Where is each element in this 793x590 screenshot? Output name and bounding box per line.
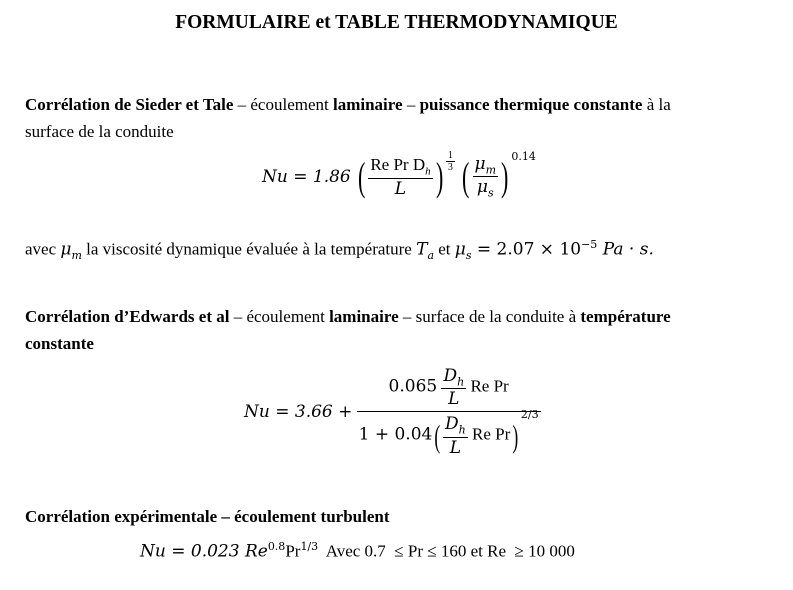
turbulent-equation	[140, 540, 575, 562]
note-val: = 2.07 × 10	[471, 239, 582, 260]
paren-open-3: (	[434, 418, 441, 455]
sieder-frac-den: L	[394, 178, 407, 199]
sieder-frac-num: Re Pr D	[370, 155, 426, 175]
edwards-sep2: – surface de la conduite à	[398, 307, 581, 326]
edwards-condition: température	[580, 307, 671, 326]
note-mu-sub: m	[71, 249, 82, 263]
note-mus-sub: s	[465, 249, 472, 263]
paren-open-2: (	[462, 153, 470, 199]
dh-sub: h	[457, 375, 465, 389]
dh2-sub: h	[458, 423, 466, 437]
paren-open: (	[357, 153, 366, 199]
edwards-num-coef: 0.065	[388, 376, 438, 397]
re-exp: 0.8	[267, 540, 286, 553]
dh2: D	[445, 414, 459, 435]
pr-exp: 1/3	[300, 540, 319, 553]
sieder-condition: puissance thermique constante	[419, 95, 643, 114]
paren-close: )	[435, 153, 443, 199]
note-T-sub: a	[427, 249, 434, 263]
sieder-fraction	[368, 155, 432, 198]
note-mid: la viscosité dynamique évaluée à la température	[81, 239, 417, 259]
l: L	[448, 389, 460, 410]
sieder-heading	[25, 91, 785, 145]
edwards-num-rest: Re Pr	[470, 376, 509, 396]
sieder-exp-den: 3	[447, 162, 453, 173]
turbulent-regime: écoulement turbulent	[234, 507, 390, 526]
edwards-den-dh	[443, 414, 468, 457]
sieder-frac-num-sub: h	[425, 165, 431, 178]
note-and: et	[434, 239, 455, 259]
edwards-num	[357, 366, 541, 412]
edwards-heading	[25, 303, 785, 357]
note-unit: Pa · s.	[597, 239, 654, 260]
paren-close-2: )	[500, 153, 509, 199]
visc-num: μ	[474, 154, 486, 174]
edwards-den-coef: 1 + 0.04	[358, 425, 433, 445]
visc-num-sub: m	[485, 163, 496, 177]
sieder-sep2: –	[402, 95, 420, 114]
edwards-dh-frac	[441, 366, 466, 409]
visc-exponent: 0.14	[511, 150, 536, 163]
sieder-rest2: surface de la conduite	[25, 122, 174, 141]
pr: Pr	[285, 541, 301, 561]
sieder-note	[25, 231, 785, 269]
visc-den-sub: s	[487, 186, 494, 200]
note-T: T	[416, 239, 428, 260]
edwards-den-exp: 2/3	[520, 408, 539, 422]
turbulent-cond: Avec 0.7 ≤ Pr ≤ 160 et Re ≥ 10 000	[318, 541, 575, 561]
note-exp: −5	[581, 238, 598, 251]
edwards-fraction	[357, 366, 541, 458]
note-mus: μ	[454, 239, 466, 260]
sieder-rest1: à la	[642, 95, 671, 114]
paren-close-3: )	[512, 418, 519, 455]
sieder-sep1: – écoulement	[233, 95, 333, 114]
edwards-den	[357, 408, 541, 458]
edwards-name: Corrélation d’Edwards et al	[25, 307, 230, 326]
page-title: FORMULAIRE et TABLE THERMODYNAMIQUE	[175, 12, 618, 33]
dh: D	[443, 366, 458, 386]
sieder-eq-lhs: Nu = 1.86	[262, 166, 351, 187]
l2: L	[449, 437, 462, 458]
turbulent-sep: –	[217, 507, 235, 526]
sieder-visc-fraction	[473, 154, 499, 200]
turbulent-name: Corrélation expérimentale	[25, 507, 218, 526]
sieder-exp-num: 1	[447, 150, 453, 161]
edwards-eq-lhs: Nu = 3.66 +	[244, 401, 353, 422]
edwards-equation	[244, 366, 541, 458]
sieder-name: Corrélation de Sieder et Tale	[25, 95, 234, 114]
turbulent-eq: Nu = 0.023 Re	[140, 541, 268, 562]
turbulent-heading	[25, 503, 785, 530]
sieder-exponent	[446, 150, 455, 173]
sieder-regime: laminaire	[333, 95, 403, 114]
visc-den: μ	[476, 177, 488, 198]
edwards-regime: laminaire	[329, 307, 399, 326]
edwards-sep1: – écoulement	[229, 307, 330, 326]
edwards-den-rest: Re Pr	[472, 425, 511, 444]
note-pre: avec	[25, 239, 61, 259]
note-mu: μ	[60, 239, 72, 260]
sieder-equation	[262, 150, 536, 200]
edwards-line2: constante	[25, 334, 94, 353]
